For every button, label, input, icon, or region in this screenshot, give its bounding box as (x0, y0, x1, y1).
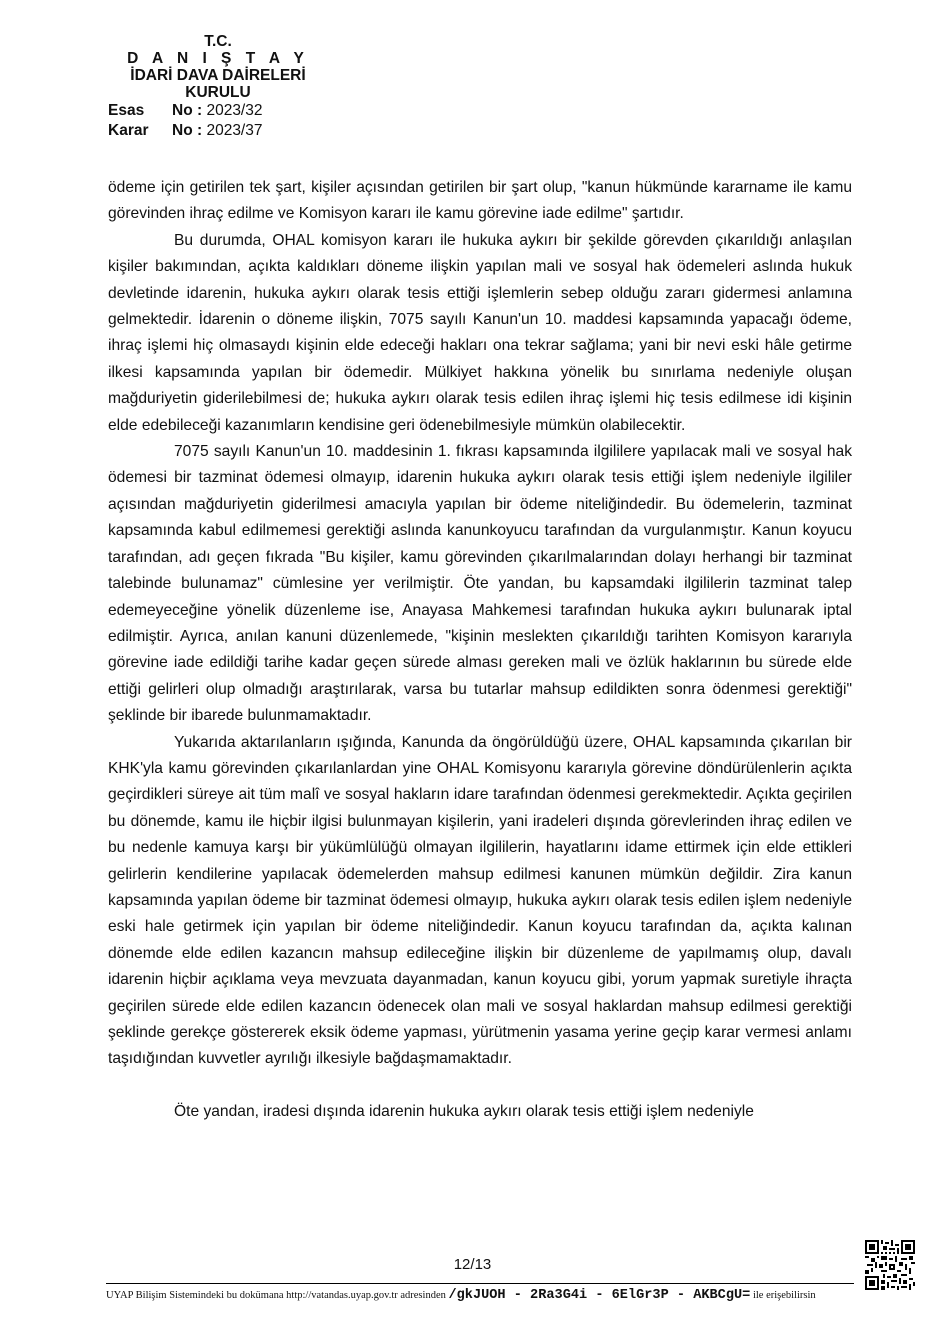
document-header (108, 33, 328, 141)
page-number: 12/13 (453, 1256, 492, 1273)
karar-no-value: 2023/37 (206, 122, 263, 139)
esas-row (108, 101, 328, 121)
paragraph-4: Yukarıda aktarılanların ışığında, Kanunda da öngörüldüğü üzere, OHAL kapsamında çıkarılan bir KHK'yla kamu görevinden çıkarılanlardan yine OHAL Komisyonu kararıyla görevine döndürülenlerin açıkta geçirdikleri süreye ait tüm malî ve sosyal hakların idare tarafından ödenmesi gerekmektedir. Açıkta geçirilen bu dönemde, kamu ile hiçbir ilgisi bulunmayan kişilerin, yani iradeleri dışında görevlerinden ihraç edilen ve bu nedenle kamuya karşı bir yükümlülüğü olmayan ilgililerin, hayatlarını idame ettirmek için elde ettikleri gelirlerin kendilerine yapılacak ödemelerden mahsup edilmesi kanunen mümkün değildir. Zira kanun kapsamında yapılan ödeme bir tazminat ödemesi olmayıp, hukuka aykırı olarak tesis edilen işlem nedeniyle eski hale getirmek için yapılan bir ödeme niteliğindedir. Kanun koyucu tarafından da, açıkta kalınan dönemde elde edilen kazancın mahsup edileceğine ilişkin bir düzenleme de yapılmamış olup, davalı idarenin hiçbir açıklama veya mevzuata dayanmadan, kanun koyucu gibi, yorum yapmak suretiyle ihraçta geçirilen sürede elde edilen kazancın ödenecek olan mali ve sosyal haklardan mahsup edilmesi gerektiği şeklinde gerekçe göstererek eksik ödeme yapması, yürütmenin yasama yerine geçip karar vermesi anlamı taşıdığından kuvvetler ayrılığı ilkesiyle bağdaşmamaktadır. (108, 733, 852, 1068)
paragraph-1: ödeme için getirilen tek şart, kişiler açısından getirilen bir şart olup, "kanun hükmünde kararname ile kamu görevinden ihraç edilme ve Komisyon kararı ile kamu görevine iade edilme" şartıdır. (108, 179, 852, 223)
footer-prefix: UYAP Bilişim Sistemindeki bu dokümana http://vatandas.uyap.gov.tr adresinden (106, 1290, 446, 1301)
header-department: İDARİ DAVA DAİRELERİ (130, 67, 306, 84)
paragraph-3: 7075 sayılı Kanun'un 10. maddesinin 1. fıkrası kapsamında ilgililere yapılacak mali ve sosyal hak ödemesi bir tazminat ödemesi olmayıp, idarenin hukuka aykırı olarak tesis ettiği işlem nedeniyle ilgililer açısından mağduriyetin giderilmesi amacıyla yapılan bir ödeme niteliğindedir. Bu ödemelerin, tazminat kapsamında kabul edilmemesi gerektiği aslında kanunkoyucu tarafından da vurgulanmıştır. Kanun koyucu tarafından, adı geçen fıkrada "Bu kişiler, kamu görevinden çıkarılmalarından dolayı herhangi bir tazminat talebinde bulunamaz" cümlesine yer verilmiştir. Öte yandan, bu kapsamdaki ilgililerin tazminat talep edemeyeceğine yönelik düzenleme ise, Anayasa Mahkemesi tarafından hukuka aykırı bulunarak iptal edilmiştir. Ayrıca, anılan kanuni düzenlemede, "kişinin meslekten çıkarıldığı tarihten Komisyon kararıyla görevine iade edildiği tarihe kadar geçen sürede alması gereken mali ve özlük haklarının bu sürede elde ettiği gelirleri olup olmadığı araştırılarak, varsa bu tutarlar mahsup edildikten sonra ödenmesi gerektiği" şeklinde bir ibarede bulunmamaktadır. (108, 443, 852, 725)
esas-no-label: No : (172, 102, 203, 119)
karar-label: Karar (108, 122, 149, 139)
header-kurulu: KURULU (185, 84, 251, 101)
footer (106, 1288, 866, 1303)
esas-no-value: 2023/32 (206, 102, 263, 119)
karar-no-label: No : (172, 122, 203, 139)
paragraph-5: Öte yandan, iradesi dışında idarenin hukuka aykırı olarak tesis ettiği işlem nedeniyle (174, 1102, 754, 1120)
document-body (108, 175, 852, 1125)
footer-suffix: ile erişebilirsin (752, 1290, 816, 1301)
footer-divider (106, 1283, 854, 1284)
karar-row (108, 121, 328, 141)
header-tc: T.C. (204, 33, 232, 50)
header-danistay: D A N I Ş T A Y (127, 50, 309, 67)
qr-code-icon (865, 1240, 915, 1290)
footer-access-code: /gkJUOH - 2Ra3G4i - 6ElGr3P - AKBCgU= (448, 1288, 751, 1303)
paragraph-2: Bu durumda, OHAL komisyon kararı ile hukuka aykırı bir şekilde görevden çıkarıldığı anlaşılan kişiler bakımından, açıkta kaldıkları döneme ilişkin yapılan mali ve sosyal hak ödemeleri aslında hukuk devletinde idarenin, hukuka aykırı olarak tesis ettiği işlemlerin sebep olduğu zararı gidermesi anlamına gelmektedir. İdarenin o döneme ilişkin, 7075 sayılı Kanun'un 10. maddesi kapsamında yapacağı ödeme, ihraç işlemi hiç olmasaydı kişinin elde edeceği hakları ona tekrar sağlama; yani bir nevi eski hâle getirme ilkesi kapsamında yapılan bir ödemedir. Mülkiyet hakkına yönelik bu sınırlama nedeniyle oluşan mağduriyetin giderilebilmesi de; hukuka aykırı olarak tesis edilen ihraç işlemi hiç tesis edilmese idi kişinin elde edebileceği kazanımların kendisine geri ödenebilmesiyle mümkün olabilecektir. (108, 231, 852, 434)
esas-label: Esas (108, 102, 145, 119)
